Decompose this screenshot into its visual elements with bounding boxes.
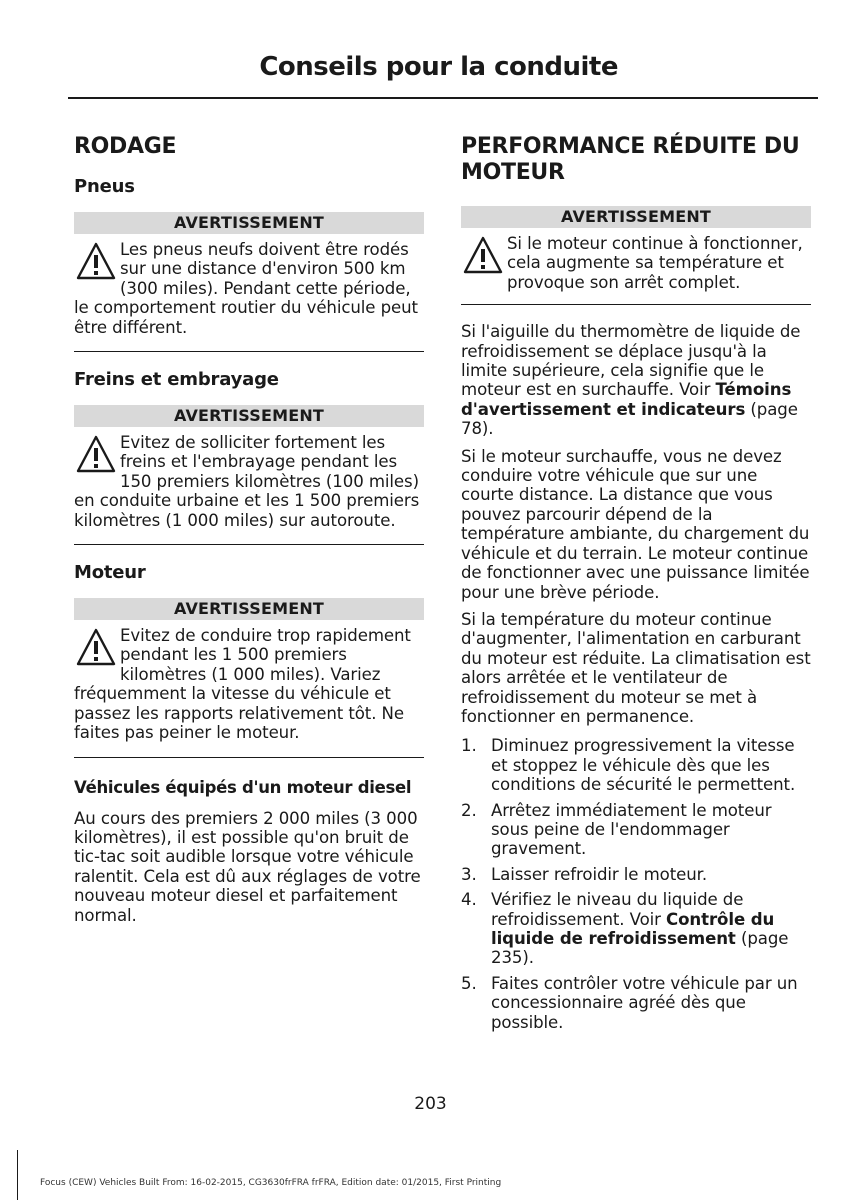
list-item	[461, 736, 811, 794]
warning-text: Si le moteur continue à fonctionner, cela augmente sa température et provoque son arrêt complet.	[507, 234, 803, 292]
warning-box	[74, 234, 424, 345]
subheading-freins: Freins et embrayage	[74, 369, 279, 391]
page-reference: (page 235).	[491, 929, 789, 968]
cross-reference-link[interactable]: Témoins d'avertissement et indicateurs	[461, 380, 792, 419]
header-rule	[68, 97, 818, 99]
left-column	[74, 130, 424, 925]
list-number: 1.	[461, 736, 477, 756]
list-item	[461, 890, 811, 968]
warning-triangle-icon	[461, 234, 505, 278]
section-divider	[74, 757, 424, 758]
list-item	[461, 801, 811, 859]
subheading-moteur: Moteur	[74, 562, 146, 584]
section-title-performance: PERFORMANCE RÉDUITE DU MOTEUR	[461, 134, 800, 185]
list-text: Laisser refroidir le moteur.	[491, 864, 708, 884]
list-item	[461, 865, 811, 884]
list-number: 5.	[461, 973, 477, 993]
list-number: 2.	[461, 800, 477, 820]
list-number: 3.	[461, 864, 477, 884]
subheading-pneus: Pneus	[74, 176, 135, 197]
cross-reference-link[interactable]: Contrôle du liquide de refroidissement	[491, 909, 775, 948]
warning-header: AVERTISSEMENT	[74, 598, 424, 620]
warning-header: AVERTISSEMENT	[74, 405, 424, 427]
warning-text: Evitez de solliciter fortement les freins et l'embrayage pendant les 150 premiers kilomètres (100 miles) en conduite urbaine et les 1 500 premiers kilomètres (1 000 miles) sur autoroute.	[74, 433, 420, 530]
page-reference: (page 78).	[461, 399, 798, 439]
subheading-diesel: Véhicules équipés d'un moteur diesel	[74, 777, 412, 797]
diesel-paragraph: Au cours des premiers 2 000 miles (3 000 kilomètres), il est possible qu'on bruit de tic-tac soit audible lorsque votre véhicule ralentit. Cela est dû aux réglages de votre nouveau moteur diesel et parfaitement normal.	[74, 808, 421, 925]
list-text: Diminuez progressivement la vitesse et stoppez le véhicule dès que les conditions de sécurité le permettent.	[491, 736, 796, 795]
right-column	[461, 130, 811, 1038]
crop-mark	[17, 1150, 18, 1200]
paragraph-text: Si l'aiguille du thermomètre de liquide de refroidissement se déplace jusqu'à la limite supérieure, cela signifie que le moteur est en surchauffe. Voir	[461, 322, 801, 400]
section-divider	[74, 351, 424, 352]
section-title-rodage: RODAGE	[74, 134, 177, 159]
paragraph-overheat: Si le moteur surchauffe, vous ne devez conduire votre véhicule que sur une courte distance. La distance que vous pouvez parcourir dépend de la température ambiante, du chargement du véhicule et du terrain. Le moteur continue de fonctionner avec une puissance limitée pour une brève période.	[461, 446, 810, 602]
warning-triangle-icon	[74, 433, 118, 477]
section-divider	[74, 544, 424, 545]
footer-text: Focus (CEW) Vehicles Built From: 16-02-2015, CG3630frFRA frFRA, Edition date: 01/2015, First Printing	[40, 1178, 502, 1188]
paragraph-temperature: Si la température du moteur continue d'augmenter, l'alimentation en carburant du moteur est réduite. La climatisation est alors arrêtée et le ventilateur de refroidissement du moteur se met à fonctionner en permanence.	[461, 609, 811, 726]
warning-header: AVERTISSEMENT	[74, 212, 424, 234]
list-text: Arrêtez immédiatement le moteur sous peine de l'endommager gravement.	[491, 800, 772, 859]
list-number: 4.	[461, 890, 477, 910]
steps-list	[461, 736, 811, 1032]
page-number: 203	[414, 1094, 447, 1114]
warning-box	[74, 620, 424, 750]
paragraph-thermometer	[461, 322, 811, 438]
list-text: Vérifiez le niveau du liquide de refroidissement. Voir	[491, 890, 744, 929]
section-divider	[461, 304, 811, 305]
warning-box	[74, 427, 424, 538]
warning-text: Evitez de conduire trop rapidement pendant les 1 500 premiers kilomètres (1 000 miles). Variez fréquemment la vitesse du véhicule et passez les rapports relativement tôt. Ne faites pas peiner le moteur.	[74, 626, 411, 743]
page-header-title: Conseils pour la conduite	[259, 52, 618, 82]
warning-triangle-icon	[74, 240, 118, 284]
warning-text: Les pneus neufs doivent être rodés sur une distance d'environ 500 km (300 miles). Pendant cette période, le comportement routier du véhicule peut être différent.	[74, 240, 418, 337]
list-item	[461, 974, 811, 1032]
list-text: Faites contrôler votre véhicule par un concessionnaire agréé dès que possible.	[491, 973, 798, 1032]
warning-header: AVERTISSEMENT	[461, 206, 811, 228]
warning-box	[461, 228, 811, 300]
warning-triangle-icon	[74, 626, 118, 670]
